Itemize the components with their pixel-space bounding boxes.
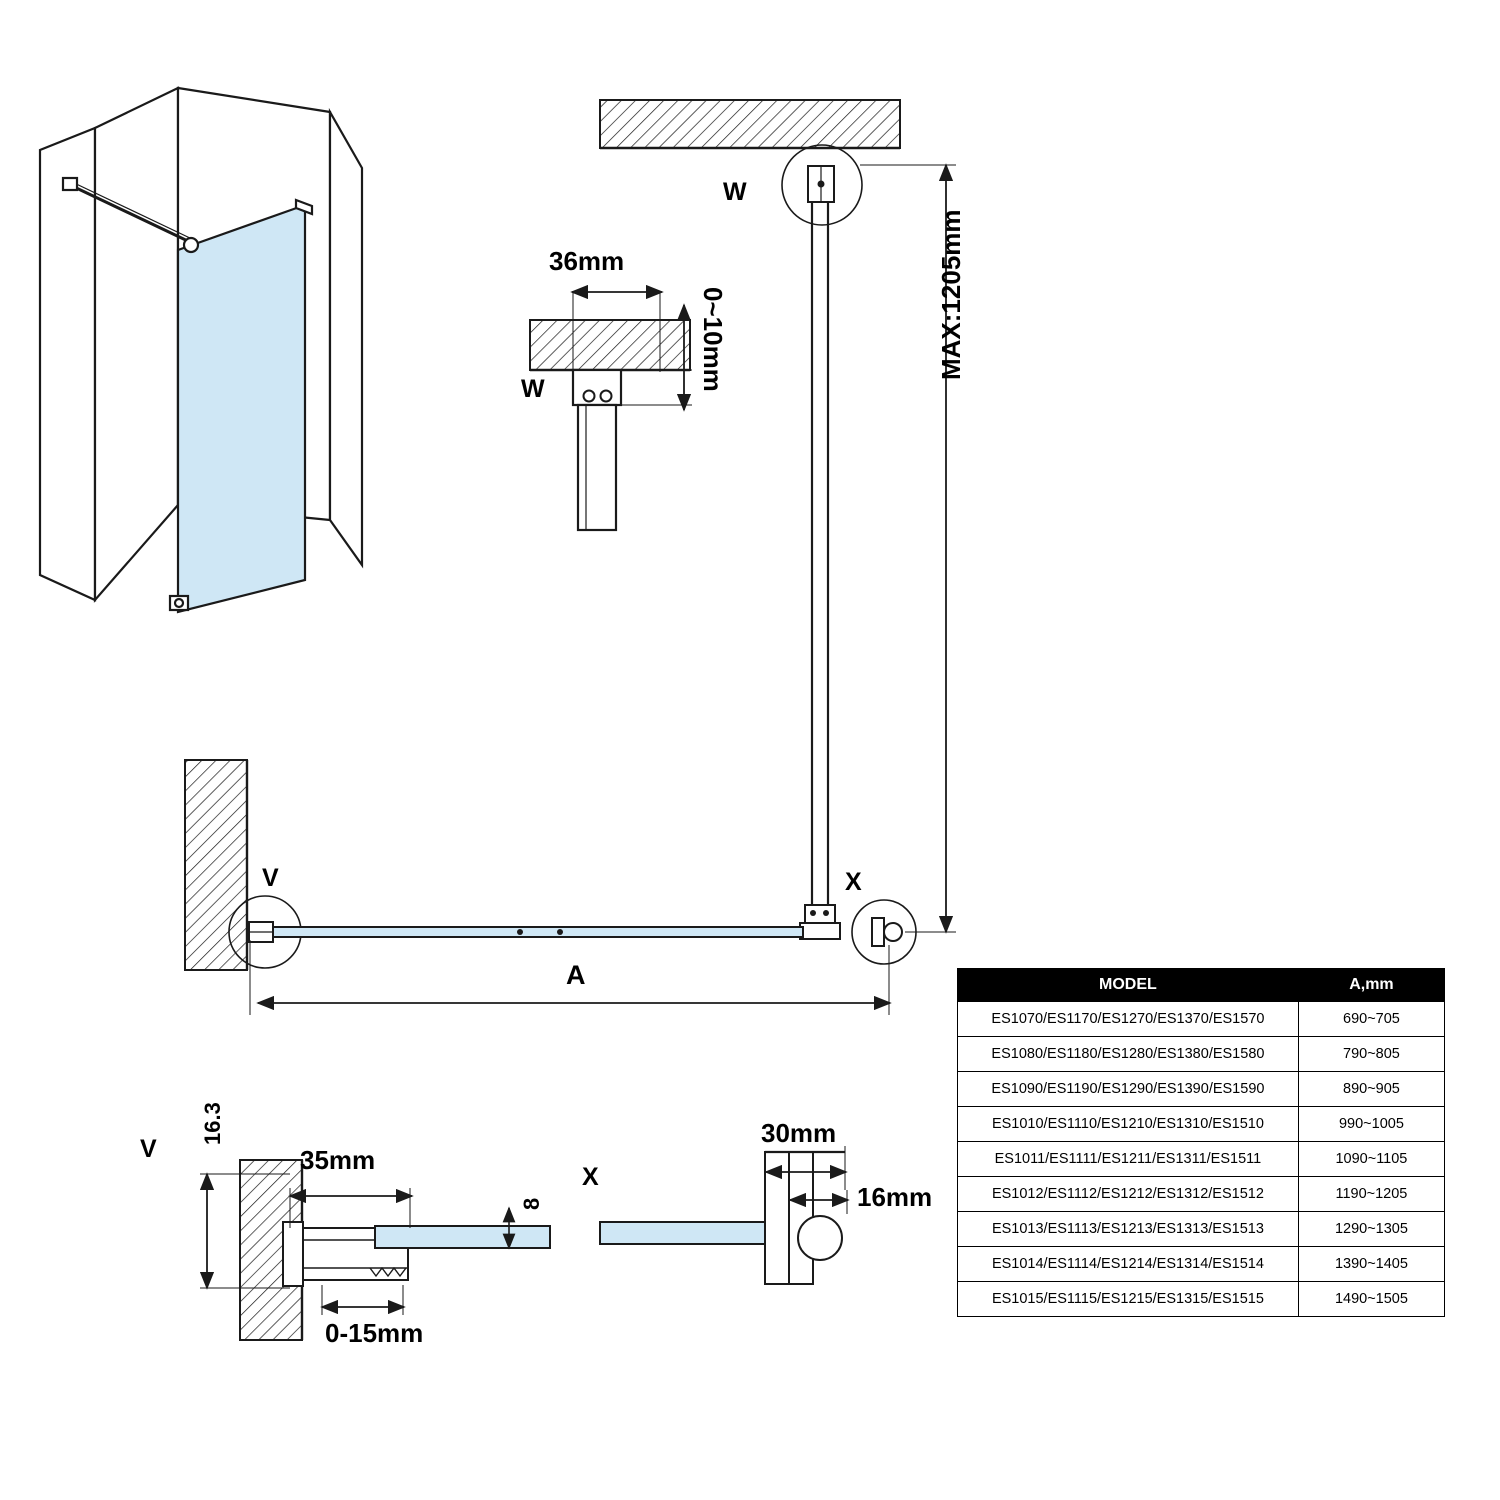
table-row (958, 1212, 1445, 1247)
header-a-mm: A,mm (1298, 969, 1444, 1002)
dim-16-3: 16.3 (200, 1102, 225, 1145)
detail-w-section (530, 292, 692, 530)
table-row (958, 1247, 1445, 1282)
callout-x-plan: X (845, 868, 862, 896)
cell-model: ES1012/ES1112/ES1212/ES1312/ES1512 (958, 1177, 1299, 1212)
callout-w-elevation: W (723, 178, 747, 206)
cell-model: ES1015/ES1115/ES1215/ES1315/ES1515 (958, 1282, 1299, 1317)
cell-a-mm: 790~805 (1298, 1037, 1444, 1072)
table-row (958, 1072, 1445, 1107)
elevation-view (600, 100, 956, 964)
table-row (958, 1142, 1445, 1177)
cell-model: ES1014/ES1114/ES1214/ES1314/ES1514 (958, 1247, 1299, 1282)
cell-a-mm: 1090~1105 (1298, 1142, 1444, 1177)
cell-a-mm: 1290~1305 (1298, 1212, 1444, 1247)
callout-w-detail: W (521, 375, 545, 403)
dim-30mm: 30mm (761, 1118, 837, 1148)
detail-v-section (200, 1160, 550, 1340)
callout-v-plan: V (262, 864, 279, 892)
cell-a-mm: 890~905 (1298, 1072, 1444, 1107)
table-header-row (958, 969, 1445, 1002)
dim-max-height: MAX:1205mm (936, 209, 966, 380)
callout-v-detail: V (140, 1135, 157, 1163)
table-row (958, 1177, 1445, 1212)
cell-a-mm: 690~705 (1298, 1002, 1444, 1037)
dim-35mm: 35mm (300, 1145, 376, 1175)
cell-model: ES1011/ES1111/ES1211/ES1311/ES1511 (958, 1142, 1299, 1177)
dim-glass-thickness: 8 (519, 1197, 544, 1210)
cell-model: ES1010/ES1110/ES1210/ES1310/ES1510 (958, 1107, 1299, 1142)
dim-0-15mm: 0-15mm (325, 1318, 424, 1348)
cell-model: ES1080/ES1180/ES1280/ES1380/ES1580 (958, 1037, 1299, 1072)
detail-x-section (600, 1146, 848, 1284)
cell-model: ES1013/ES1113/ES1213/ES1313/ES1513 (958, 1212, 1299, 1247)
cell-model: ES1090/ES1190/ES1290/ES1390/ES1590 (958, 1072, 1299, 1107)
model-spec-table (957, 968, 1445, 1317)
table-row (958, 1002, 1445, 1037)
table-row (958, 1282, 1445, 1317)
cell-a-mm: 990~1005 (1298, 1107, 1444, 1142)
cell-model: ES1070/ES1170/ES1270/ES1370/ES1570 (958, 1002, 1299, 1037)
dim-0-10mm: 0~10mm (698, 287, 728, 392)
perspective-view (40, 88, 362, 612)
dim-36mm: 36mm (549, 246, 625, 276)
table-row (958, 1107, 1445, 1142)
cell-a-mm: 1390~1405 (1298, 1247, 1444, 1282)
header-model: MODEL (958, 969, 1299, 1002)
callout-x-detail: X (582, 1163, 599, 1191)
table-row (958, 1037, 1445, 1072)
plan-view (185, 760, 890, 1015)
dim-16mm: 16mm (857, 1182, 933, 1212)
dim-a: A (566, 960, 586, 990)
table-body (958, 1002, 1445, 1317)
cell-a-mm: 1190~1205 (1298, 1177, 1444, 1212)
cell-a-mm: 1490~1505 (1298, 1282, 1444, 1317)
